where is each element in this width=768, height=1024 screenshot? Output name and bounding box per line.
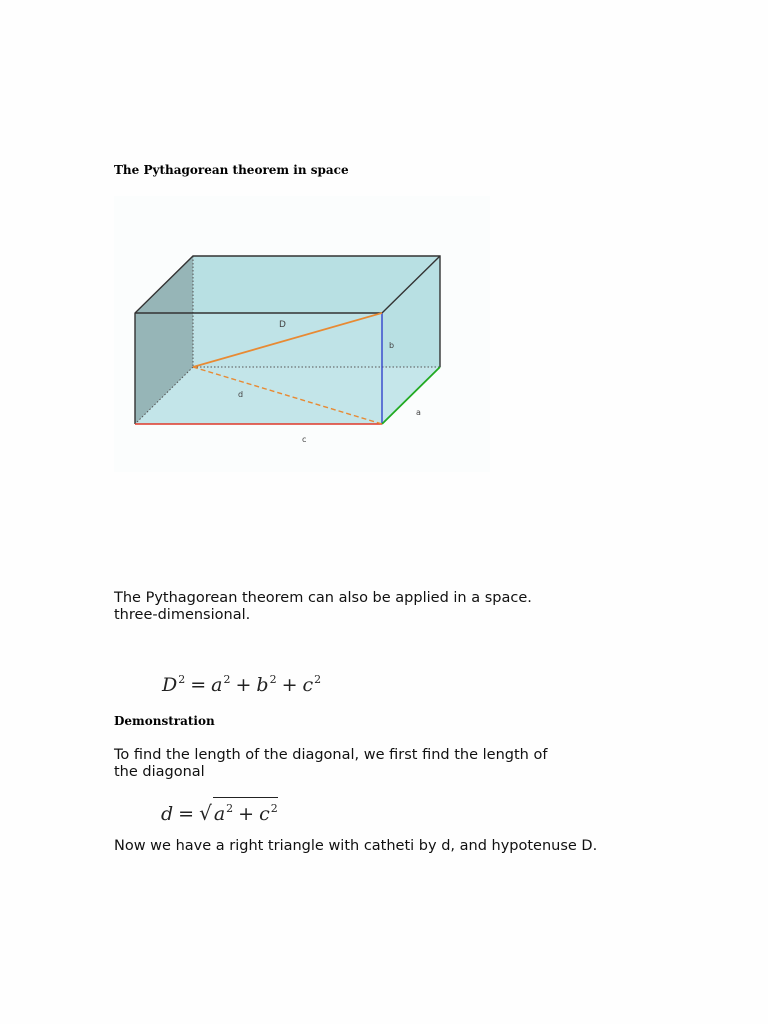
formula-D-plus1: + — [235, 674, 252, 696]
intro-line-1: The Pythagorean theorem can also be applied in a space. — [114, 590, 532, 606]
formula-d-a: a — [213, 803, 226, 825]
page-title: The Pythagorean theorem in space — [114, 163, 349, 177]
formula-d-lhs: d — [161, 803, 174, 825]
conclusion-line: Now we have a right triangle with catheti by d, and hypotenuse D. — [114, 838, 598, 854]
formula-d-eq: = — [178, 803, 195, 825]
label-c: c — [302, 435, 307, 444]
demonstration-heading: Demonstration — [114, 714, 215, 728]
formula-D-c: c — [302, 674, 314, 696]
formula-D-a-exp: 2 — [223, 673, 231, 686]
intro-line-2: three-dimensional. — [114, 607, 251, 623]
label-b: b — [389, 341, 395, 350]
formula-d-sqrt — [199, 797, 278, 825]
formula-D-c-exp: 2 — [314, 673, 322, 686]
find-paragraph — [114, 747, 634, 781]
formula-d-plus: + — [238, 803, 255, 825]
formula-D-lhs: D — [162, 674, 178, 696]
rectangular-box-figure — [114, 196, 490, 472]
conclusion-paragraph — [114, 838, 634, 855]
label-d: d — [238, 390, 244, 399]
formula-D-b-exp: 2 — [269, 673, 277, 686]
formula-D-b: b — [256, 674, 269, 696]
formula-space-diagonal — [162, 673, 321, 696]
formula-d-c: c — [259, 803, 270, 825]
formula-d-radicand — [213, 797, 278, 824]
intro-paragraph — [114, 590, 634, 624]
find-line-2: the diagonal — [114, 764, 205, 780]
formula-D-eq: = — [190, 674, 207, 696]
formula-D-a: a — [211, 674, 223, 696]
label-D: D — [279, 320, 286, 330]
formula-base-diagonal — [161, 797, 278, 825]
label-a: a — [416, 408, 421, 417]
radical-icon: √ — [199, 801, 212, 825]
formula-D-plus2: + — [281, 674, 298, 696]
formula-d-a-exp: 2 — [226, 802, 234, 815]
formula-d-c-exp: 2 — [270, 802, 278, 815]
find-line-1: To find the length of the diagonal, we first find the length of — [114, 747, 548, 763]
formula-D-lhs-exp: 2 — [178, 673, 186, 686]
